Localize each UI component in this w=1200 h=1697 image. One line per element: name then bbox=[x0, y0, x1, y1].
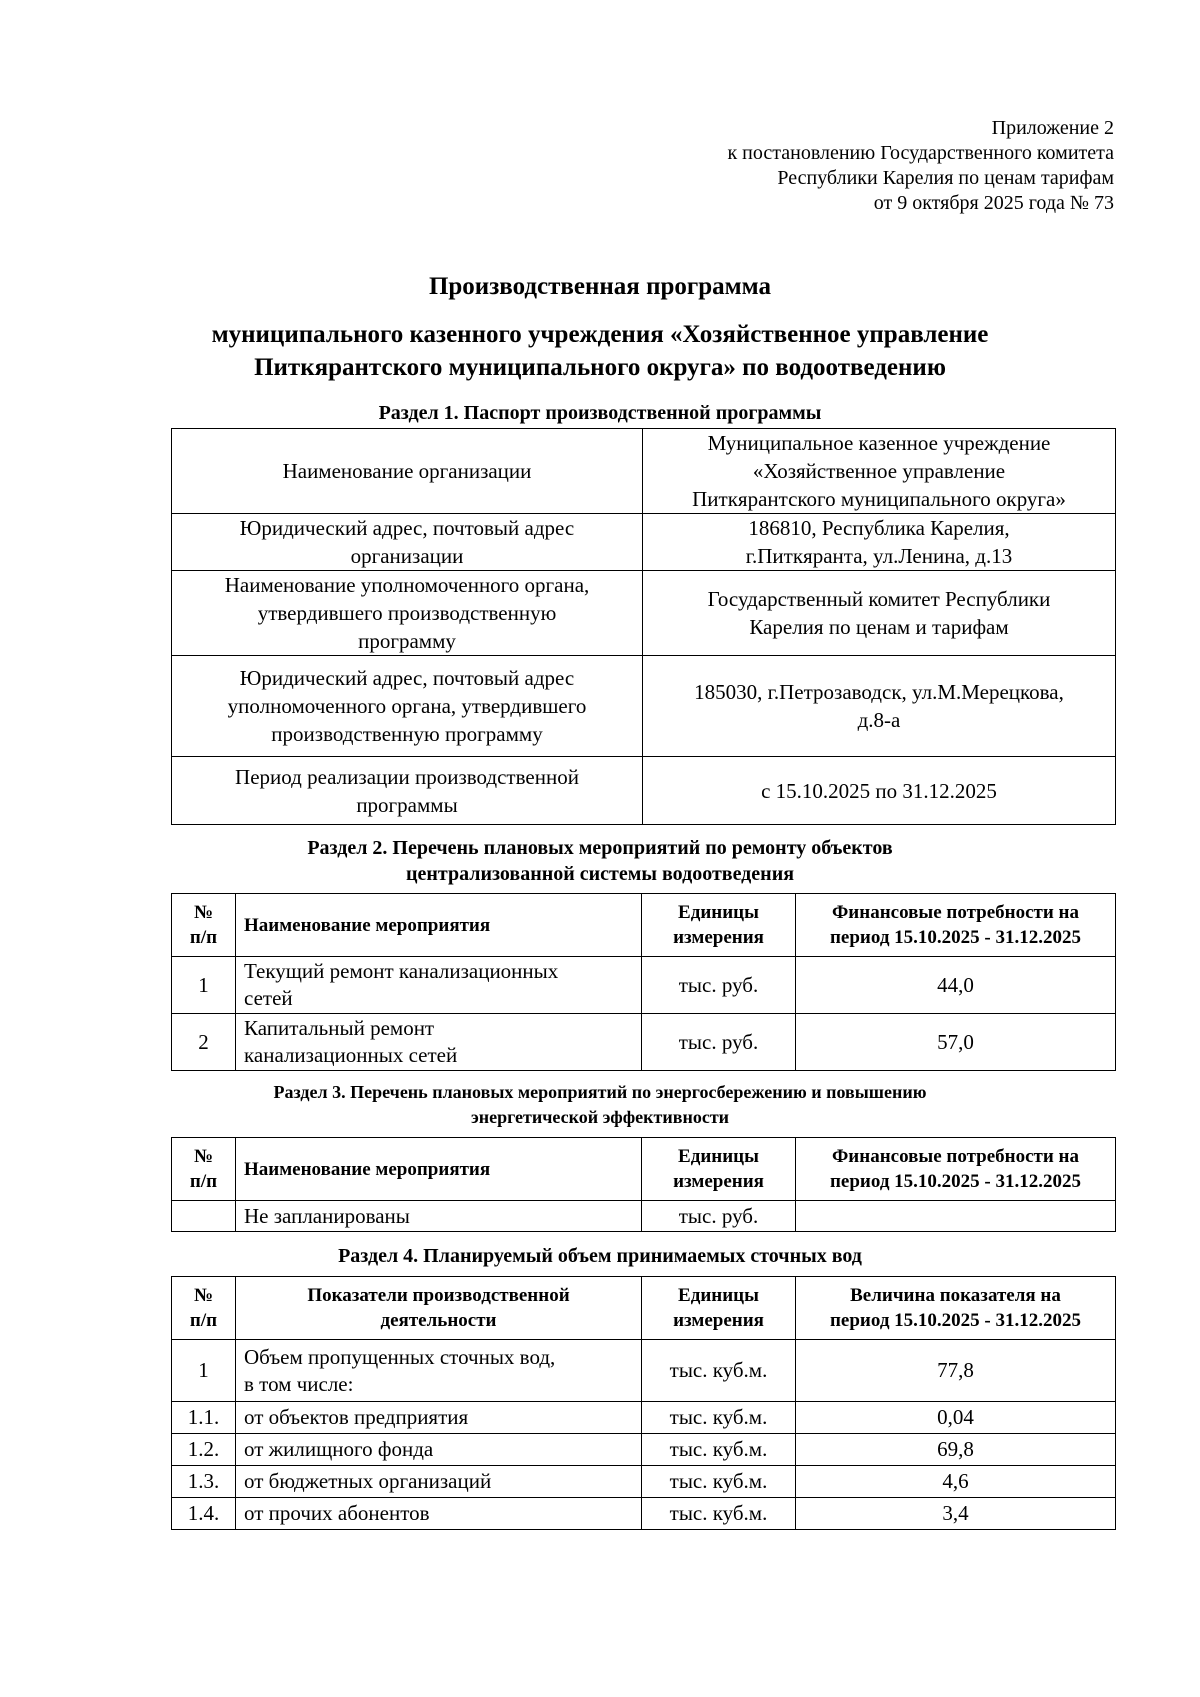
table-cell: 4,6 bbox=[796, 1466, 1116, 1498]
table-cell: 3,4 bbox=[796, 1498, 1116, 1530]
table-row bbox=[172, 1466, 1116, 1498]
header-cell: Наименование мероприятия bbox=[236, 894, 642, 957]
section4-title: Раздел 4. Планируемый объем принимаемых сточных вод bbox=[338, 1245, 862, 1267]
table-row bbox=[172, 514, 1116, 571]
table-header-row bbox=[172, 1138, 1116, 1201]
table-cell: тыс. куб.м. bbox=[642, 1434, 796, 1466]
passport-table bbox=[171, 428, 1116, 825]
annex-line: к постановлению Государственного комитета bbox=[727, 142, 1114, 164]
table-row bbox=[172, 1340, 1116, 1402]
wastewater-table bbox=[171, 1276, 1116, 1530]
annex-block bbox=[727, 116, 1114, 216]
table-cell: от бюджетных организаций bbox=[236, 1466, 642, 1498]
energy-table bbox=[171, 1137, 1116, 1232]
table-cell: 1.1. bbox=[172, 1402, 236, 1434]
table-cell: тыс. руб. bbox=[642, 1014, 796, 1071]
section3-title: Раздел 3. Перечень плановых мероприятий по энергосбережению и повышению энергетической эффективности bbox=[273, 1082, 927, 1127]
table-cell bbox=[796, 1201, 1116, 1232]
table-cell: Юридический адрес, почтовый адрес уполномоченного органа, утвердившего производственную программу bbox=[172, 656, 643, 757]
table-row bbox=[172, 429, 1116, 514]
table-cell: 1 bbox=[172, 1340, 236, 1402]
header-cell: № п/п bbox=[172, 1138, 236, 1201]
document-title: Производственная программа bbox=[428, 273, 772, 300]
table-cell: тыс. куб.м. bbox=[642, 1466, 796, 1498]
table-row bbox=[172, 1402, 1116, 1434]
table-row bbox=[172, 656, 1116, 757]
table-cell: Государственный комитет Республики Карелия по ценам и тарифам bbox=[643, 571, 1116, 656]
table-header-row bbox=[172, 894, 1116, 957]
table-cell: от объектов предприятия bbox=[236, 1402, 642, 1434]
table-cell: Не запланированы bbox=[236, 1201, 642, 1232]
table-cell bbox=[172, 1201, 236, 1232]
table-cell: Муниципальное казенное учреждение «Хозяйственное управление Питкярантского муниципального округа» bbox=[643, 429, 1116, 514]
table-cell: с 15.10.2025 по 31.12.2025 bbox=[643, 757, 1116, 825]
table-cell: тыс. руб. bbox=[642, 1201, 796, 1232]
table-cell: тыс. куб.м. bbox=[642, 1498, 796, 1530]
table-row bbox=[172, 757, 1116, 825]
table-cell: Наименование уполномоченного органа, утвердившего производственную программу bbox=[172, 571, 643, 656]
table-cell: тыс. руб. bbox=[642, 957, 796, 1014]
table-cell: 1.2. bbox=[172, 1434, 236, 1466]
header-cell: № п/п bbox=[172, 894, 236, 957]
annex-line: Приложение 2 bbox=[991, 117, 1114, 139]
table-row bbox=[172, 1434, 1116, 1466]
table-cell: 69,8 bbox=[796, 1434, 1116, 1466]
header-cell: Величина показателя на период 15.10.2025 - 31.12.2025 bbox=[796, 1277, 1116, 1340]
table-cell: Объем пропущенных сточных вод, в том числе: bbox=[236, 1340, 642, 1402]
table-cell: 185030, г.Петрозаводск, ул.М.Мерецкова, д.8-а bbox=[643, 656, 1116, 757]
table-cell: 2 bbox=[172, 1014, 236, 1071]
table-cell: тыс. куб.м. bbox=[642, 1402, 796, 1434]
table-cell: от жилищного фонда bbox=[236, 1434, 642, 1466]
table-row bbox=[172, 1014, 1116, 1071]
table-cell: Текущий ремонт канализационных сетей bbox=[236, 957, 642, 1014]
table-row bbox=[172, 571, 1116, 656]
table-cell: 1 bbox=[172, 957, 236, 1014]
subtitle-line: Питкярантского муниципального округа» по водоотведению bbox=[254, 354, 946, 381]
header-cell: Показатели производственной деятельности bbox=[236, 1277, 642, 1340]
table-cell: Юридический адрес, почтовый адрес организации bbox=[172, 514, 643, 571]
table-cell: 0,04 bbox=[796, 1402, 1116, 1434]
header-cell: № п/п bbox=[172, 1277, 236, 1340]
document-subtitle bbox=[120, 318, 1080, 384]
annex-line: Республики Карелия по ценам тарифам bbox=[777, 167, 1114, 189]
header-cell: Единицы измерения bbox=[642, 894, 796, 957]
table-cell: Капитальный ремонт канализационных сетей bbox=[236, 1014, 642, 1071]
subtitle-line: муниципального казенного учреждения «Хозяйственное управление bbox=[211, 321, 989, 348]
header-cell: Финансовые потребности на период 15.10.2025 - 31.12.2025 bbox=[796, 894, 1116, 957]
table-row bbox=[172, 1498, 1116, 1530]
annex-line: от 9 октября 2025 года № 73 bbox=[873, 192, 1114, 214]
header-cell: Наименование мероприятия bbox=[236, 1138, 642, 1201]
table-row bbox=[172, 1201, 1116, 1232]
section2-title: Раздел 2. Перечень плановых мероприятий по ремонту объектов централизованной системы водоотведения bbox=[307, 837, 893, 885]
table-cell: 77,8 bbox=[796, 1340, 1116, 1402]
header-cell: Единицы измерения bbox=[642, 1138, 796, 1201]
header-cell: Единицы измерения bbox=[642, 1277, 796, 1340]
table-cell: Период реализации производственной программы bbox=[172, 757, 643, 825]
header-cell: Финансовые потребности на период 15.10.2025 - 31.12.2025 bbox=[796, 1138, 1116, 1201]
table-cell: 1.3. bbox=[172, 1466, 236, 1498]
table-cell: от прочих абонентов bbox=[236, 1498, 642, 1530]
table-row bbox=[172, 957, 1116, 1014]
table-cell: Наименование организации bbox=[172, 429, 643, 514]
repair-table bbox=[171, 893, 1116, 1071]
table-cell: 1.4. bbox=[172, 1498, 236, 1530]
table-header-row bbox=[172, 1277, 1116, 1340]
section1-title: Раздел 1. Паспорт производственной программы bbox=[378, 402, 822, 424]
table-cell: 186810, Республика Карелия, г.Питкяранта, ул.Ленина, д.13 bbox=[643, 514, 1116, 571]
table-cell: 57,0 bbox=[796, 1014, 1116, 1071]
table-cell: тыс. куб.м. bbox=[642, 1340, 796, 1402]
table-cell: 44,0 bbox=[796, 957, 1116, 1014]
